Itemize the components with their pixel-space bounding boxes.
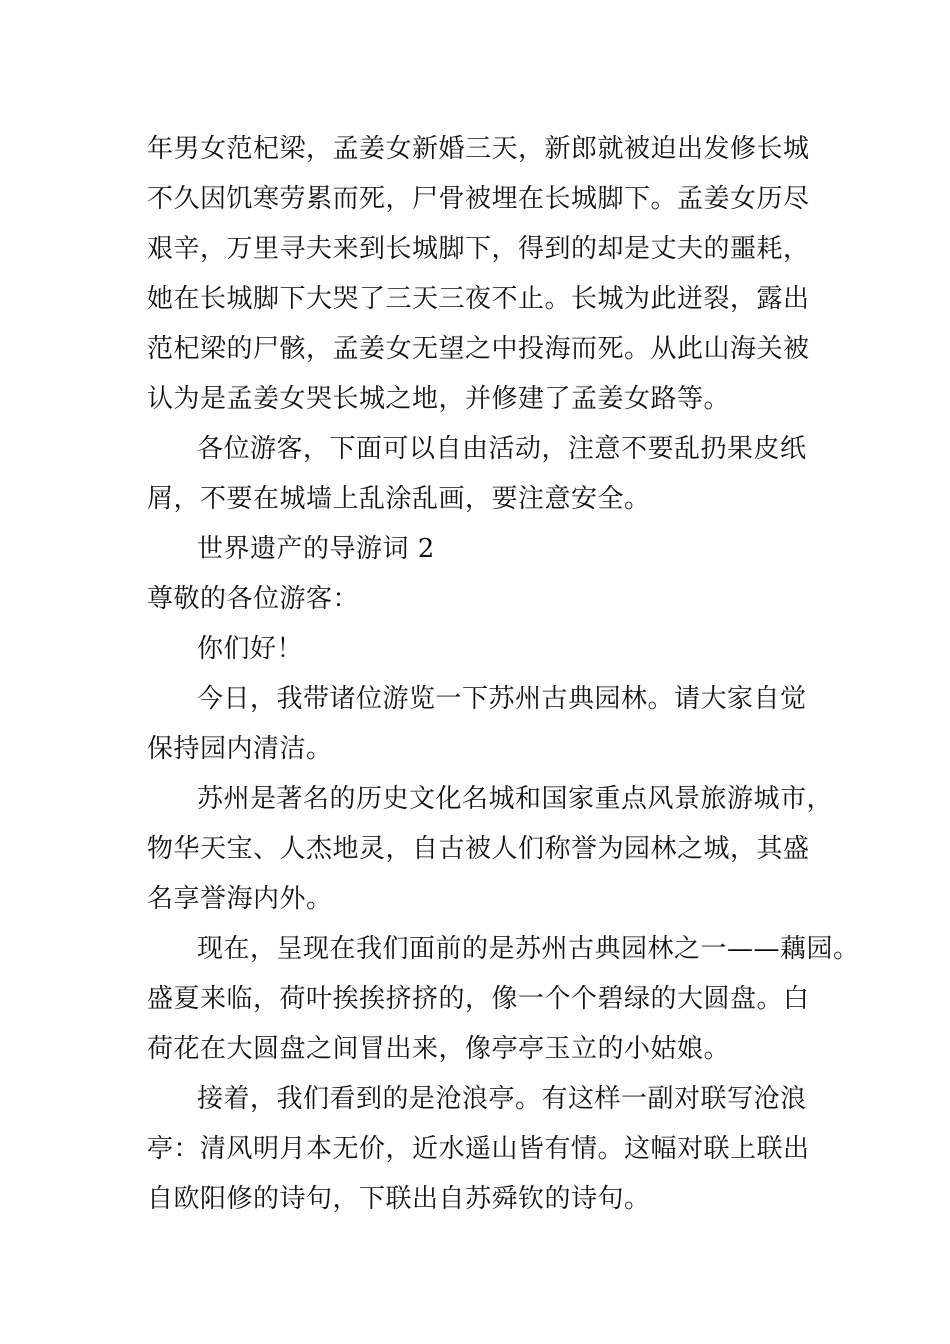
text-line: 亭：清风明月本无价，近水遥山皆有情。这幅对联上联出 [147,1134,810,1164]
text-line: 认为是孟姜女哭长城之地，并修建了孟姜女路等。 [147,384,731,414]
text-line: 保持园内清洁。 [147,734,333,764]
text-line: 不久因饥寒劳累而死，尸骨被埋在长城脚下。孟姜女历尽 [147,184,810,214]
text-line: 艰辛，万里寻夫来到长城脚下，得到的却是丈夫的噩耗， [147,234,810,264]
text-line: 物华天宝、人杰地灵，自古被人们称誉为园林之城，其盛 [147,834,810,864]
text-line: 盛夏来临，荷叶挨挨挤挤的，像一个个碧绿的大圆盘。白 [147,984,810,1014]
salutation: 尊敬的各位游客： [147,584,360,614]
text-line: 接着，我们看到的是沧浪亭。有这样一副对联写沧浪 [197,1084,807,1114]
text-line: 她在长城脚下大哭了三天三夜不止。长城为此迸裂，露出 [147,284,810,314]
text-line: 今日，我带诸位游览一下苏州古典园林。请大家自觉 [197,684,807,714]
text-line: 屑，不要在城墙上乱涂乱画，要注意安全。 [147,484,651,514]
greeting: 你们好！ [197,634,304,664]
text-line: 年男女范杞梁，孟姜女新婚三天，新郎就被迫出发修长城 [147,134,810,164]
text-line: 范杞梁的尸骸，孟姜女无望之中投海而死。从此山海关被 [147,334,810,364]
section-title: 世界遗产的导游词 2 [197,534,435,564]
text-line: 名享誉海内外。 [147,884,333,914]
text-line: 自欧阳修的诗句，下联出自苏舜钦的诗句。 [147,1184,651,1214]
text-line: 现在，呈现在我们面前的是苏州古典园林之一——藕园。 [197,934,860,964]
text-line: 各位游客，下面可以自由活动，注意不要乱扔果皮纸 [197,434,807,464]
text-line: 苏州是著名的历史文化名城和国家重点风景旅游城市， [197,784,834,814]
text-line: 荷花在大圆盘之间冒出来，像亭亭玉立的小姑娘。 [147,1034,731,1064]
